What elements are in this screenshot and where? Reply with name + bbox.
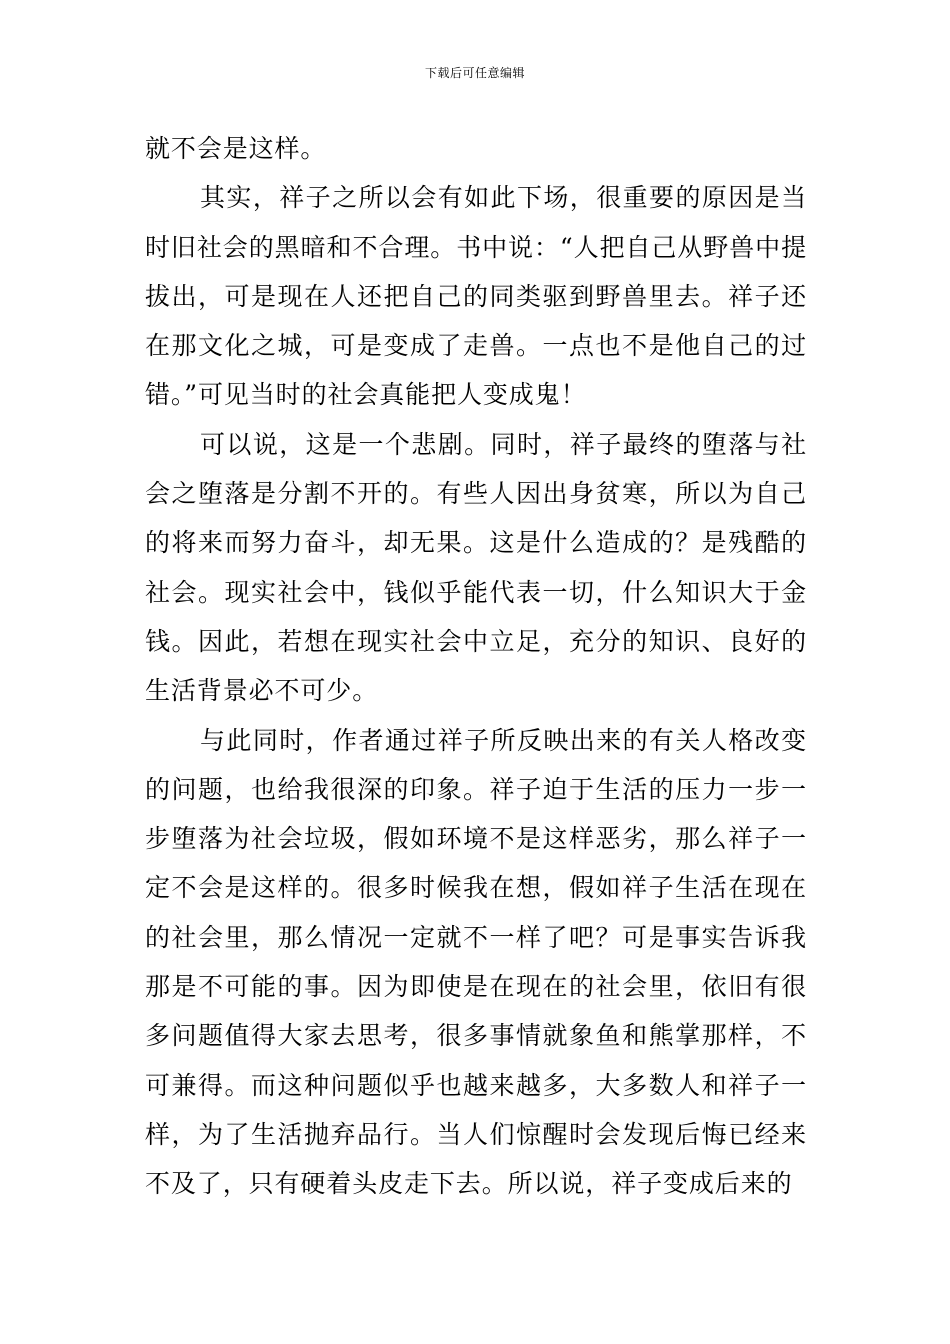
paragraph-4: 与此同时，作者通过祥子所反映出来的有关人格改变的问题，也给我很深的印象。祥子迫于生活的压力一步一步堕落为社会垃圾，假如环境不是这样恶劣，那么祥子一定不会是这样的。很多时候我在想，假如祥子生活在现在的社会里，那么情况一定就不一样了吧？可是事实告诉我那是不可能的事。因为即使是在现在的社会里，依旧有很多问题值得大家去思考，很多事情就象鱼和熊掌那样，不可兼得。而这种问题似乎也越来越多，大多数人和祥子一样，为了生活抛弃品行。当人们惊醒时会发现后悔已经来不及了，只有硬着头皮走下去。所以说，祥子变成后来的 [145,725,807,1199]
paragraph-1: 就不会是这样。 [145,134,327,163]
document-body [145,124,807,1209]
page-header: 下载后可任意编辑 [424,66,525,80]
paragraph-2: 其实，祥子之所以会有如此下场，很重要的原因是当时旧社会的黑暗和不合理。书中说：“人把自己从野兽中提拔出，可是现在人还把自己的同类驱到野兽里去。祥子还在那文化之城，可是变成了走兽。一点也不是他自己的过错。”可见当时的社会真能把人变成鬼！ [145,183,807,410]
paragraph-3: 可以说，这是一个悲剧。同时，祥子最终的堕落与社会之堕落是分割不开的。有些人因出身贫寒，所以为自己的将来而努力奋斗，却无果。这是什么造成的？是残酷的社会。现实社会中，钱似乎能代表一切，什么知识大于金钱。因此，若想在现实社会中立足，充分的知识、良好的生活背景必不可少。 [145,429,807,706]
